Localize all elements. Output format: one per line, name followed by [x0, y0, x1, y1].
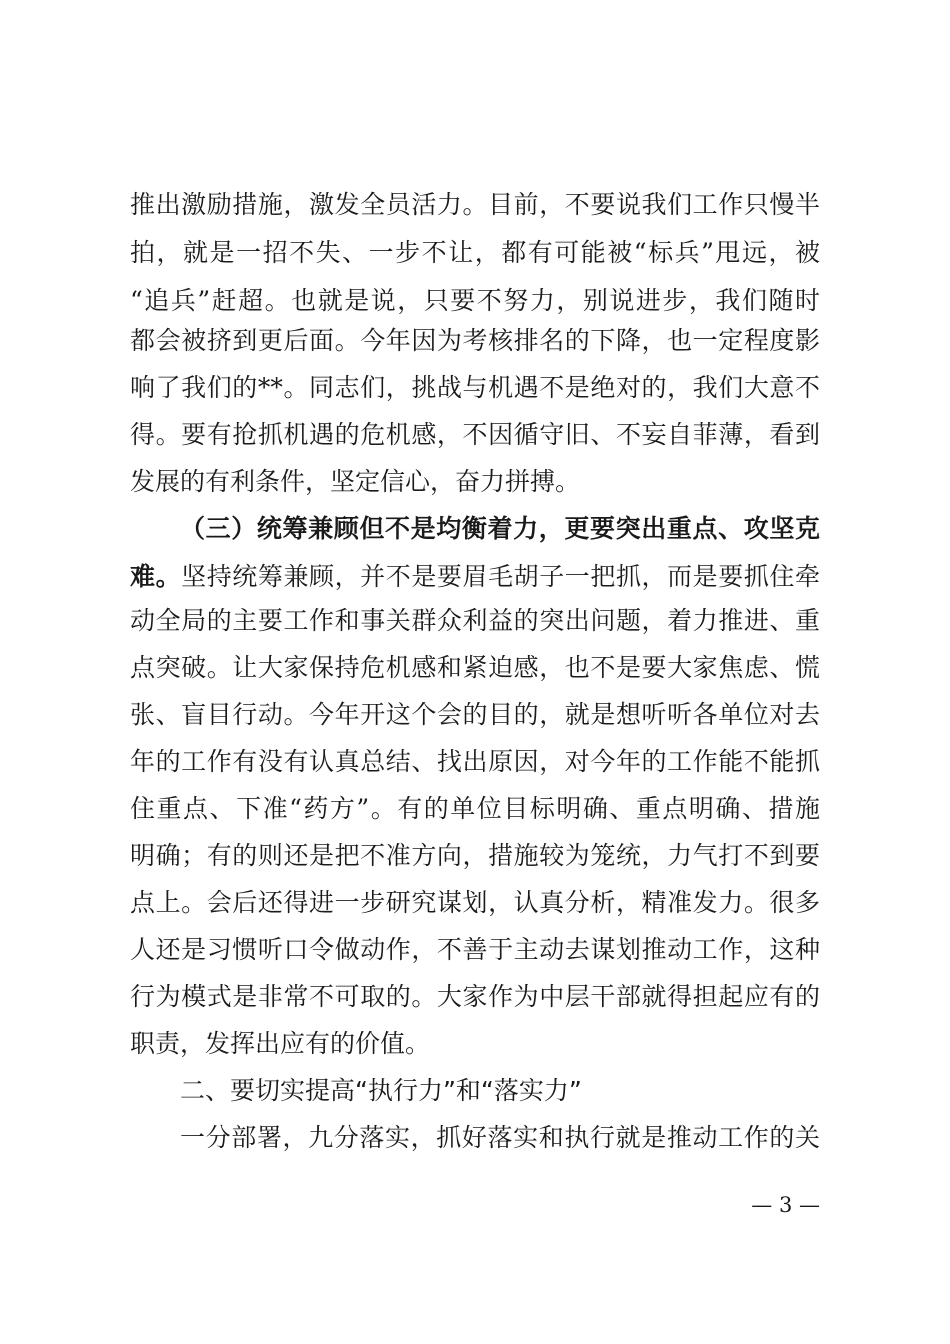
paragraph-1-line-1: 推出激励措施，激发全员活力。目前，不要说我们工作只慢半	[130, 190, 820, 219]
paragraph-2-line-11: 行为模式是非常不可取的。大家作为中层干部就得担起应有的	[130, 982, 820, 1011]
page-number: — 3 —	[751, 1193, 820, 1217]
paragraph-1-line-7: 发展的有利条件，坚定信心，奋力拼搏。	[130, 467, 581, 496]
section-heading: 二、要切实提高“执行力”和“落实力”	[180, 1076, 582, 1105]
paragraph-1-line-5: 响了我们的**。同志们，挑战与机遇不是绝对的，我们大意不	[130, 373, 820, 402]
paragraph-2-line-9: 点上。会后还得进一步研究谋划，认真分析，精准发力。很多	[130, 888, 820, 917]
paragraph-1-line-4: 都会被挤到更后面。今年因为考核排名的下降，也一定程度影	[130, 326, 820, 355]
paragraph-2-line-6: 年的工作有没有认真总结、找出原因，对今年的工作能不能抓	[130, 747, 820, 776]
paragraph-2-line-10: 人还是习惯听口令做动作，不善于主动去谋划推动工作，这种	[130, 935, 820, 964]
paragraph-2-line-12: 职责，发挥出应有的价值。	[130, 1029, 431, 1058]
paragraph-2-line-2	[130, 560, 820, 594]
paragraph-2-line-4: 点突破。让大家保持危机感和紧迫感，也不是要大家焦虑、慌	[130, 653, 820, 682]
paragraph-3-line-1: 一分部署，九分落实，抓好落实和执行就是推动工作的关	[180, 1123, 820, 1152]
paragraph-1-line-2: 拍，就是一招不失、一步不让，都有可能被“标兵”甩远，被	[130, 238, 820, 267]
paragraph-2-line-8: 明确；有的则还是把不准方向，措施较为笼统，力气打不到要	[130, 841, 820, 870]
paragraph-1-line-3: “追兵”赶超。也就是说，只要不努力，别说进步，我们随时	[130, 286, 820, 315]
subheading-three-end: 难。	[130, 562, 182, 591]
paragraph-2-line-3: 动全局的主要工作和事关群众利益的突出问题，着力推进、重	[130, 606, 820, 635]
paragraph-2-line-7: 住重点、下准“药方”。有的单位目标明确、重点明确、措施	[130, 794, 820, 823]
paragraph-2-line-5: 张、盲目行动。今年开这个会的目的，就是想听听各单位对去	[130, 700, 820, 729]
subheading-three: （三）统筹兼顾但不是均衡着力，更要突出重点、攻坚克	[180, 514, 820, 543]
paragraph-1-line-6: 得。要有抢抓机遇的危机感，不因循守旧、不妄自菲薄，看到	[130, 420, 820, 449]
paragraph-2-line-2-text: 坚持统筹兼顾，并不是要眉毛胡子一把抓，而是要抓住牵	[181, 562, 820, 591]
